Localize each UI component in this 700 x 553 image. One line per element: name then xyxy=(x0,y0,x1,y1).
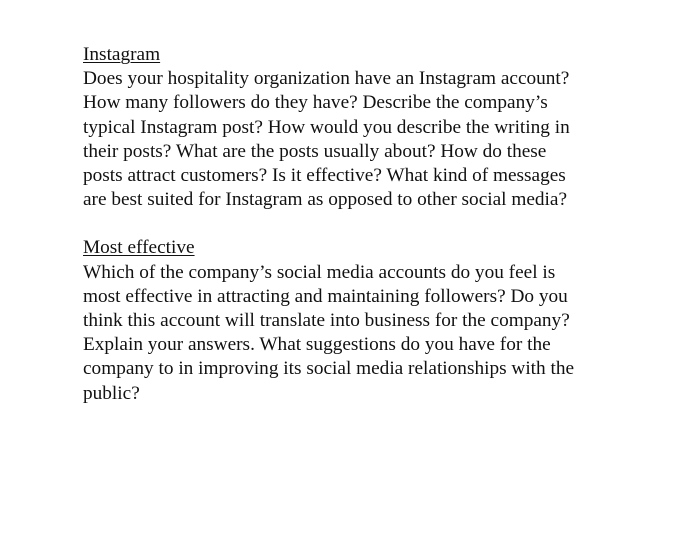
text-line: company to in improving its social media relationships with the xyxy=(83,358,575,380)
section-body-instagram xyxy=(83,67,643,212)
section-heading-most-effective: Most effective xyxy=(83,237,195,259)
text-line: most effective in attracting and maintaining followers? Do you xyxy=(83,285,568,307)
text-line: Does your hospitality organization have an Instagram account? xyxy=(83,68,570,90)
text-line: Which of the company’s social media accounts do you feel is xyxy=(83,261,556,283)
text-line: How many followers do they have? Describe the company’s xyxy=(83,92,548,114)
text-line: posts attract customers? Is it effective? What kind of messages xyxy=(83,165,566,187)
text-line: think this account will translate into business for the company? xyxy=(83,310,570,332)
text-line: their posts? What are the posts usually about? How do these xyxy=(83,140,547,162)
document-content xyxy=(83,43,643,406)
text-line: Explain your answers. What suggestions do you have for the xyxy=(83,334,551,356)
section-instagram xyxy=(83,43,643,212)
section-heading-instagram: Instagram xyxy=(83,44,161,65)
text-line: typical Instagram post? How would you describe the writing in xyxy=(83,116,570,138)
text-line: public? xyxy=(83,382,140,404)
section-body-most-effective xyxy=(83,261,643,406)
text-line: are best suited for Instagram as opposed to other social media? xyxy=(83,189,568,211)
section-most-effective xyxy=(83,236,643,405)
